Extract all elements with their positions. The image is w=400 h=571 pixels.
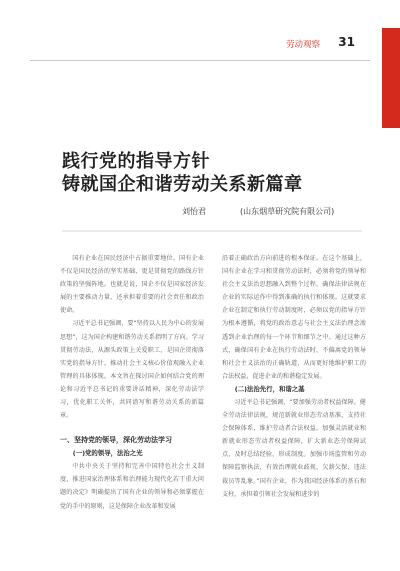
page-number: 31	[338, 35, 355, 49]
article-title-line-1: 践行党的指导方针	[62, 151, 210, 172]
paragraph: 习近平总书记强调，要“坚持以人民为中心的发展思想”，这为国企构建和谐劳动关系指明了方向。学习贯彻劳动法，从源头政策上关爱职工，是国企贯彻落实党的指导方针、推动社会主义核心价值观融入企业管理的具体体现。本文旨在探讨国企如何结合党的理论和习近平总书记的重要讲话精神，深化劳动法学习，优化职工关怀，共同谱写和谐劳动关系的新篇章。	[60, 320, 204, 420]
author-affiliation: (山东烟草研究院有限公司)	[240, 207, 335, 216]
subsection-heading: (二)法治先行，和谐之基	[234, 384, 305, 393]
header-section-title: 劳动观察	[285, 40, 320, 50]
author-name: 刘怡君	[182, 207, 206, 216]
paragraph-gap	[60, 422, 204, 432]
paragraph: 国有企业在国民经济中占据重要地位。国有企业不仅是国民经济的坚实基础，更是贯彻党的路线方针政策的坚强阵地。也就是说，国企不仅是国家经济发展的主要推动力量，还承担着重要的社会责任和政治使命。	[60, 255, 204, 315]
title-divider	[62, 230, 362, 232]
article-title-line-2: 铸就国企和谐劳动关系新篇章	[62, 174, 303, 195]
body-column-left	[60, 252, 204, 513]
body-column-right	[222, 252, 366, 501]
paragraph: 中共中央关于坚持和完善中国特色社会主义制度、推进国家治理体系和治理能力现代化若干重大问题的决定》明确提出了国有企业的领导和必须掌握在党的手中的原则，这是保障企业改革和发展	[60, 463, 204, 510]
paragraph: 习近平总书记强调，“要加强劳动者权益保障。健全劳动法律法规，规范新就业形态劳动基准，支持社会保障体系，维护劳动者合法权益。加强灵活就业和新就业形态劳动者权益保障，扩大新业态劳保障试点，及时总结经验，形成制度。加强市场监管和劳动保障监察执法，有效治理就业歧视、欠薪欠保、违法裁员等乱象。”国有企业，作为我国经济体系的基石和支柱，承担着引领社会发展和进步的	[222, 398, 366, 498]
subsection-heading: (一)党的领导，法治之光	[72, 449, 143, 458]
section-heading: 一、坚持党的领导，深化劳动法学习	[60, 436, 172, 445]
paragraph: 沿着正确政治方向前进的根本保证。在这个基础上，国有企业在学习和贯彻劳动法时，必须将党的领导和社会主义法治思想融入到整个过程，确保法律法规在企业的实际运作中得到准确的执行和体现。这就要求企业在制定和执行劳动制度时，必须以党的指导方针为根本遵循，将党的政治意志与社会主义法治理念渗透到企业治理的每一个环节和细节之中。通过这种方式，确保国有企业在执行劳动法时，不偏离党的领导和社会主义法治的正确轨道，从而更好地维护职工的合法权益，促进企业的和谐稳定发展。	[222, 255, 366, 380]
spine-color-bar	[382, 28, 400, 128]
header-divider	[30, 60, 370, 61]
